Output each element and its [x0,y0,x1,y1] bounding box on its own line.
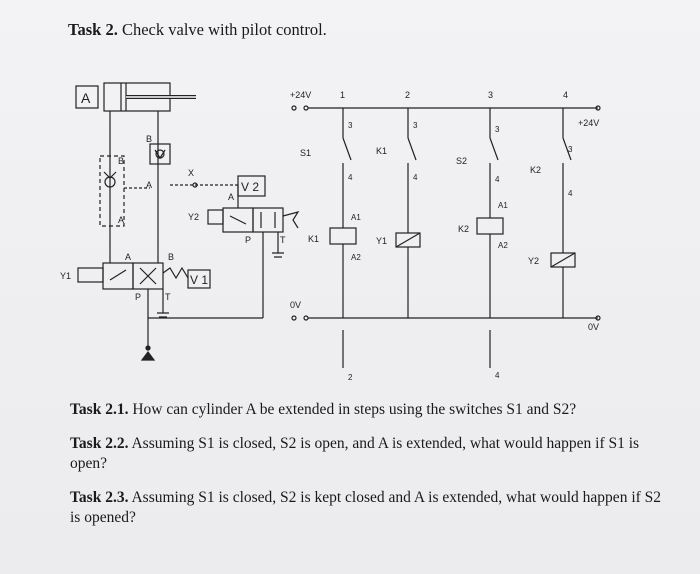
k1-ref-2: 2 [348,373,353,382]
circuit-diagram [58,68,628,386]
k1-contact-term-3: 3 [413,121,418,130]
k2-coil-label: K2 [458,224,470,234]
k1-a2: A2 [351,253,361,262]
ladder-diagram [290,90,600,382]
plus24v-left: +24V [290,90,312,100]
k1-contact-term-4: 4 [413,173,418,182]
task-label: Task 2.1. [70,401,129,418]
v2-solenoid-label: Y2 [188,212,200,222]
k2-contact-term-4: 4 [568,189,573,198]
valve-v2 [188,176,298,318]
v1-solenoid-label: Y1 [60,271,72,281]
task-2-2 [70,434,670,474]
cylinder-a [76,83,196,128]
rung-2: 2 [405,90,411,100]
check-port-a: A [118,215,125,225]
s2-term-3: 3 [495,125,500,134]
task-text: How can cylinder A be extended in steps using the switches S1 and S2? [132,401,577,418]
k1-a1: A1 [351,213,361,222]
plus24v-right: +24V [578,118,600,128]
task-text: Assuming S1 is closed, S2 is open, and A is extended, what would happen if S1 is open? [70,435,640,472]
v1-port-a: A [125,252,132,262]
v1-port-t: T [165,292,171,302]
task-2-3 [70,488,670,528]
check-port-b: B [118,156,125,166]
v2-label: V 2 [241,180,260,194]
task-label: Task 2.2. [70,435,129,452]
task-list [70,400,670,542]
task-2-1 [70,400,670,420]
task-label: Task 2.3. [70,489,129,506]
v1-label: V 1 [190,273,209,287]
k1-coil-label: K1 [308,234,320,244]
task-text: Assuming S1 is closed, S2 is kept closed and A is extended, what would happen if S2 is opened? [70,489,662,526]
rung-4: 4 [563,90,569,100]
rung-1: 1 [340,90,346,100]
s1-term-3: 3 [348,121,353,130]
k2-contact-term-3: 3 [568,145,573,154]
valve-v1 [60,248,263,360]
v1-port-p: P [135,292,142,302]
k2-a1: A1 [498,201,508,210]
pilot-port-x: X [188,168,195,178]
s1-label: S1 [300,148,312,158]
circuit-figure [58,68,628,386]
k2-contact-label: K2 [530,165,542,175]
check2-port-b: B [146,134,153,144]
cylinder-label: A [81,90,91,106]
v2-port-t: T [280,235,286,245]
task-title-text: Check valve with pilot control. [121,20,327,39]
task-number: Task 2. [68,20,118,39]
s2-term-4: 4 [495,175,500,184]
k1-contact-label: K1 [376,146,388,156]
ov-right: 0V [588,322,600,332]
k2-a2: A2 [498,241,508,250]
v1-port-b: B [168,252,175,262]
ov-left: 0V [290,300,302,310]
rung-3: 3 [488,90,494,100]
s2-label: S2 [456,156,468,166]
check2-port-a: A [146,180,153,190]
page-title [68,20,327,40]
v2-port-a: A [228,192,235,202]
y1-coil-label: Y1 [376,236,388,246]
s1-term-4: 4 [348,173,353,182]
k2-ref-4: 4 [495,371,500,380]
pilot-check-valve [100,128,200,248]
y2-coil-label: Y2 [528,256,540,266]
v2-port-p: P [245,235,252,245]
